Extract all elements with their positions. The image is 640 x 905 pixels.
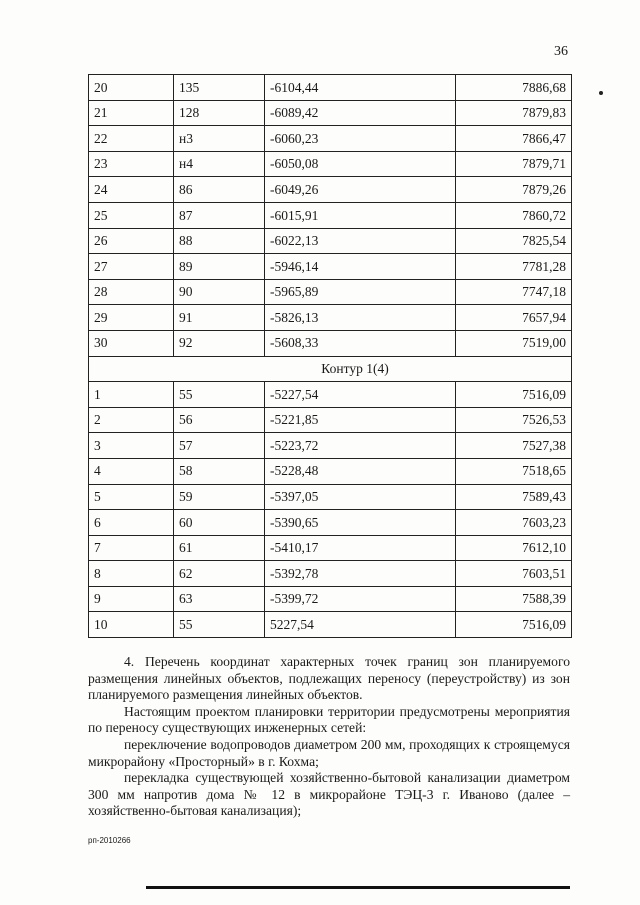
point-index-cell: 9 bbox=[89, 586, 174, 612]
table-row bbox=[89, 202, 572, 228]
coord-x-cell: -5826,13 bbox=[265, 305, 456, 331]
coord-y-cell: 7860,72 bbox=[456, 202, 572, 228]
table-row bbox=[89, 279, 572, 305]
paragraph-list-item-4: 4. Перечень координат характерных точек границ зон планируемого размещения линейных объектов, подлежащих переносу (переустройству) из зон планируемого размещения линейных объектов. bbox=[88, 654, 570, 703]
coord-y-cell: 7516,09 bbox=[456, 612, 572, 638]
point-number-cell: 63 bbox=[174, 586, 265, 612]
coord-y-cell: 7657,94 bbox=[456, 305, 572, 331]
point-number-cell: 55 bbox=[174, 612, 265, 638]
coord-y-cell: 7866,47 bbox=[456, 126, 572, 152]
coord-y-cell: 7527,38 bbox=[456, 433, 572, 459]
table-row bbox=[89, 75, 572, 101]
contour-label: Контур 1(4) bbox=[89, 356, 572, 382]
coord-y-cell: 7747,18 bbox=[456, 279, 572, 305]
coord-y-cell: 7879,71 bbox=[456, 151, 572, 177]
coord-y-cell: 7781,28 bbox=[456, 254, 572, 280]
coord-x-cell: -5608,33 bbox=[265, 330, 456, 356]
paragraph-sewer: перекладка существующей хозяйственно-бытовой канализации диаметром 300 мм напротив дома № 12 в микрорайоне ТЭЦ-3 г. Иваново (далее – хозяйственно-бытовая канализация); bbox=[88, 770, 570, 819]
coord-x-cell: -5221,85 bbox=[265, 407, 456, 433]
point-number-cell: 61 bbox=[174, 535, 265, 561]
coord-x-cell: -6050,08 bbox=[265, 151, 456, 177]
page-number: 36 bbox=[554, 44, 568, 59]
contour-header-row bbox=[89, 356, 572, 382]
point-number-cell: 92 bbox=[174, 330, 265, 356]
bottom-rule bbox=[146, 886, 570, 889]
table-row bbox=[89, 535, 572, 561]
coord-y-cell: 7518,65 bbox=[456, 458, 572, 484]
coordinates-table bbox=[88, 74, 572, 638]
point-number-cell: 128 bbox=[174, 100, 265, 126]
margin-dot bbox=[599, 91, 603, 95]
point-index-cell: 24 bbox=[89, 177, 174, 203]
point-number-cell: 59 bbox=[174, 484, 265, 510]
point-index-cell: 3 bbox=[89, 433, 174, 459]
paragraph-water-pipes: переключение водопроводов диаметром 200 мм, проходящих к строящемуся микрорайону «Просторный» в г. Кохма; bbox=[88, 736, 570, 769]
coord-x-cell: -6015,91 bbox=[265, 202, 456, 228]
table-row bbox=[89, 561, 572, 587]
coord-x-cell: -5965,89 bbox=[265, 279, 456, 305]
point-number-cell: н4 bbox=[174, 151, 265, 177]
point-index-cell: 20 bbox=[89, 75, 174, 101]
coord-y-cell: 7516,09 bbox=[456, 382, 572, 408]
point-number-cell: 57 bbox=[174, 433, 265, 459]
table-row bbox=[89, 228, 572, 254]
coord-y-cell: 7886,68 bbox=[456, 75, 572, 101]
coord-y-cell: 7879,26 bbox=[456, 177, 572, 203]
point-index-cell: 27 bbox=[89, 254, 174, 280]
coord-y-cell: 7825,54 bbox=[456, 228, 572, 254]
table-row bbox=[89, 100, 572, 126]
point-number-cell: 62 bbox=[174, 561, 265, 587]
point-index-cell: 6 bbox=[89, 510, 174, 536]
coord-x-cell: -6089,42 bbox=[265, 100, 456, 126]
coord-x-cell: -5392,78 bbox=[265, 561, 456, 587]
coord-x-cell: -5390,65 bbox=[265, 510, 456, 536]
point-index-cell: 8 bbox=[89, 561, 174, 587]
coord-x-cell: 5227,54 bbox=[265, 612, 456, 638]
table-row bbox=[89, 254, 572, 280]
point-number-cell: 60 bbox=[174, 510, 265, 536]
point-index-cell: 2 bbox=[89, 407, 174, 433]
point-index-cell: 5 bbox=[89, 484, 174, 510]
coord-y-cell: 7603,23 bbox=[456, 510, 572, 536]
point-number-cell: 89 bbox=[174, 254, 265, 280]
coord-x-cell: -5228,48 bbox=[265, 458, 456, 484]
point-index-cell: 30 bbox=[89, 330, 174, 356]
coord-x-cell: -5397,05 bbox=[265, 484, 456, 510]
point-index-cell: 26 bbox=[89, 228, 174, 254]
paragraph-measures: Настоящим проектом планировки территории предусмотрены мероприятия по переносу существующих инженерных сетей: bbox=[88, 703, 570, 736]
coord-y-cell: 7589,43 bbox=[456, 484, 572, 510]
table-row bbox=[89, 151, 572, 177]
coord-y-cell: 7879,83 bbox=[456, 100, 572, 126]
point-index-cell: 10 bbox=[89, 612, 174, 638]
coord-x-cell: -6022,13 bbox=[265, 228, 456, 254]
coord-y-cell: 7519,00 bbox=[456, 330, 572, 356]
point-number-cell: 88 bbox=[174, 228, 265, 254]
coord-y-cell: 7603,51 bbox=[456, 561, 572, 587]
coord-y-cell: 7612,10 bbox=[456, 535, 572, 561]
point-index-cell: 29 bbox=[89, 305, 174, 331]
coord-x-cell: -6060,23 bbox=[265, 126, 456, 152]
point-index-cell: 23 bbox=[89, 151, 174, 177]
table-row bbox=[89, 433, 572, 459]
coord-x-cell: -5946,14 bbox=[265, 254, 456, 280]
coord-x-cell: -5223,72 bbox=[265, 433, 456, 459]
coord-y-cell: 7588,39 bbox=[456, 586, 572, 612]
point-number-cell: 56 bbox=[174, 407, 265, 433]
point-index-cell: 21 bbox=[89, 100, 174, 126]
point-number-cell: 135 bbox=[174, 75, 265, 101]
point-index-cell: 22 bbox=[89, 126, 174, 152]
coord-x-cell: -5227,54 bbox=[265, 382, 456, 408]
table-row bbox=[89, 484, 572, 510]
point-number-cell: 91 bbox=[174, 305, 265, 331]
table-row bbox=[89, 458, 572, 484]
coord-x-cell: -6049,26 bbox=[265, 177, 456, 203]
point-number-cell: 86 bbox=[174, 177, 265, 203]
point-index-cell: 25 bbox=[89, 202, 174, 228]
document-code: рп-2010266 bbox=[88, 836, 131, 845]
point-index-cell: 4 bbox=[89, 458, 174, 484]
coord-x-cell: -6104,44 bbox=[265, 75, 456, 101]
body-text bbox=[88, 654, 570, 820]
table-row bbox=[89, 177, 572, 203]
point-index-cell: 7 bbox=[89, 535, 174, 561]
point-number-cell: 58 bbox=[174, 458, 265, 484]
table-row bbox=[89, 510, 572, 536]
table-row bbox=[89, 305, 572, 331]
table-row bbox=[89, 126, 572, 152]
table-row bbox=[89, 612, 572, 638]
table-row bbox=[89, 407, 572, 433]
table-row bbox=[89, 382, 572, 408]
point-number-cell: 55 bbox=[174, 382, 265, 408]
table-row bbox=[89, 586, 572, 612]
point-number-cell: 87 bbox=[174, 202, 265, 228]
point-number-cell: 90 bbox=[174, 279, 265, 305]
point-index-cell: 1 bbox=[89, 382, 174, 408]
coord-x-cell: -5410,17 bbox=[265, 535, 456, 561]
point-number-cell: н3 bbox=[174, 126, 265, 152]
table-row bbox=[89, 330, 572, 356]
coord-y-cell: 7526,53 bbox=[456, 407, 572, 433]
coord-x-cell: -5399,72 bbox=[265, 586, 456, 612]
point-index-cell: 28 bbox=[89, 279, 174, 305]
